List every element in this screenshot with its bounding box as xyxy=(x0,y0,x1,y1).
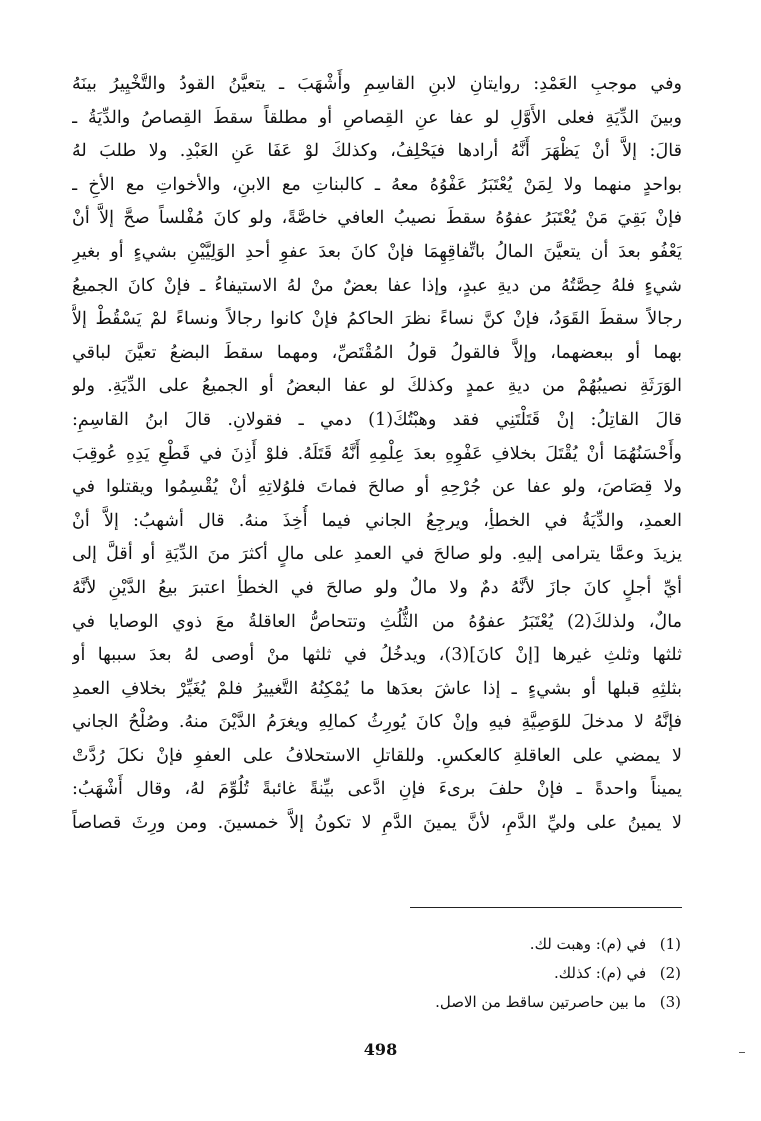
text-line: بهما أو ببعضهما، وإلاَّ فالقولُ قولُ المُقْتَصِّ، ومهما سقطَ البضعُ تعيَّنَ لباقي xyxy=(72,342,682,363)
footnote-number: (2) xyxy=(659,964,681,982)
footnote xyxy=(351,988,681,1017)
footnotes xyxy=(351,930,681,1017)
text-line: يميناً واحدةً ـ فإنْ حلفَ برىءَ فإنِ ادَّعى بيِّنةً غائبةً تُلُوِّمَ لهُ، وقال أَشْهَبُ: xyxy=(72,779,682,800)
text-line: يَعْفُو بعدَ أن يتعيَّنَ المالُ باتِّفاقِهِمَا فإنْ كانَ بعدَ عفوِ أحدِ الوَلِيَّيْنِ بشيءٍ أو بغيرِ xyxy=(72,241,682,262)
text-line: لا يمينُ على وليِّ الدَّمِ، لأنَّ يمينَ الدَّمِ لا تكونُ إلاَّ خمسينَ. ومن ورِثَ قصاصاً xyxy=(72,813,682,834)
text-line: وأَحْسَنُهُمَا أنْ يُقْتَلَ بخلافِ عَفْوِهِ بعدَ عِلْمِهِ أَنَّهُ قَتَلَهُ. فلوْ أَذِنَ في قَطْعِ يَدِهِ عُوقِبَ xyxy=(72,443,682,464)
text-line: لا يمضي على العاقلةِ كالعكسِ. وللقاتلِ الاستحلافُ على العفوِ فإنْ نكلَ رُدَّتْ xyxy=(72,745,682,766)
page-number: 498 xyxy=(363,1040,398,1059)
text-line: أيِّ أجلٍ كانَ جازَ لأنَّهُ دمٌ ولا مالٌ ولو صالحَ في الخطأِ اعتبرَ بيعُ الدَّيْنِ لأنَّهُ xyxy=(72,577,682,598)
text-line: بثلثِهِ قبلها أو بشيءٍ ـ إذا عاشَ بعدَها ما يُمْكِنُهُ التَّغييرُ فلمْ يُغَيِّرْ بخلافِ العمدِ xyxy=(72,678,682,699)
text-line: فإنْ بَقِيَ مَنْ يُعْتَبَرُ عفوُهُ سقطَ نصيبُ العافي خاصَّةً، ولو كانَ مُفْلساً صحَّ إلاَّ أنْ xyxy=(72,208,682,229)
text-line: قالَ: إلاَّ أنْ يَظْهَرَ أَنَّهُ أرادها فيَحْلِفُ، وكذلكَ لوْ عَفَا عَنِ العَبْدِ. ولا طلبَ لهُ xyxy=(72,141,682,162)
footnote-text: ما بين حاصرتين ساقط من الاصل. xyxy=(435,993,647,1011)
footnote-text: في (م): كذلك. xyxy=(553,964,647,982)
footnote-number: (1) xyxy=(659,935,681,953)
scan-mark xyxy=(739,1052,745,1053)
footnote-number: (3) xyxy=(659,993,681,1011)
text-line: ثلثها وثلثِ غيرها [إنْ كانَ](3)، ويدخُلُ في ثلثها منْ أوصى لهُ بعدَ سببها أو xyxy=(72,645,682,666)
text-line: ولا قِصَاصَ، ولو عفا عن جُرْحِهِ أو صالحَ فماتَ فلوُلاتِهِ أنْ يُقْسِمُوا ويقتلوا في xyxy=(72,477,682,498)
text-line: شيءٍ فلهُ حِصَّتُهُ من ديةِ عبدٍ، وإذا عفا بعضٌ منْ لهُ الاستيفاءُ ـ فإنْ كانَ الجميعُ xyxy=(72,275,682,296)
text-line: وبينَ الدِّيَةِ فعلى الأَوَّلِ لو عفا عنِ القِصاصِ أو مطلقاً سقطَ القِصاصُ والدِّيَةُ ـ xyxy=(72,107,682,128)
text-line: فإنَّهُ لا مدخلَ للوَصِيَّةِ فيهِ وإنْ كانَ يُورِثُ كمالِهِ ويغرَمُ الدَّيْنَ منهُ. وصُلْحُ الجاني xyxy=(72,712,682,733)
text-line: العمدِ، والدِّيَةُ في الخطأِ، ويرجِعُ الجاني فيما أُخِذَ منهُ. قال أشهبُ: إلاَّ أنْ xyxy=(72,510,682,531)
text-line: رجالاً سقطَ القَوَدُ، فإنْ كنَّ نساءً نظرَ الحاكمُ فإنْ كانوا رجالاً ونساءً لمْ يَسْقُطْ إلاَّ xyxy=(72,309,682,330)
footnote xyxy=(351,959,681,988)
text-line: مالٌ، ولذلكَ(2) يُعْتَبَرُ عفوُهُ من الثُّلُثِ وتتحاصُّ العاقلةُ معَ ذوي الوصايا في xyxy=(72,611,682,632)
footnote xyxy=(351,930,681,959)
text-line: وفي موجبِ العَمْدِ: روايتانِ لابنِ القاسِمِ وأَشْهَبَ ـ يتعيَّنُ القودُ والتَّخْيِيرُ بينَهُ xyxy=(72,74,682,94)
footnote-separator xyxy=(410,907,682,908)
footnote-text: في (م): وهبت لك. xyxy=(529,935,647,953)
text-line: بواحدٍ منهما ولا لِمَنْ يُعْتَبَرُ عَفْوُهُ معهُ ـ كالبناتِ مع الابنِ، والأخواتِ مع الأخِ ـ xyxy=(72,174,682,195)
main-text xyxy=(72,68,682,841)
text-line: الوَرَثَةِ نصيبُهُمْ من ديةِ عمدٍ وكذلكَ لو عفا البعضُ أو الجميعُ على الدِّيَةِ. ولو xyxy=(72,376,682,397)
text-line: قالَ القاتِلُ: إنْ قَتَلْتَنِي فقد وهبْتُكَ(1) دمي ـ فقولانِ. قالَ ابنُ القاسِمِ: xyxy=(72,409,682,430)
text-line: يزيدَ وعمَّا يترامى إليهِ. ولو صالحَ في العمدِ على مالٍ أكثرَ منَ الدِّيَةِ أو أقلَّ إلى xyxy=(72,544,682,565)
